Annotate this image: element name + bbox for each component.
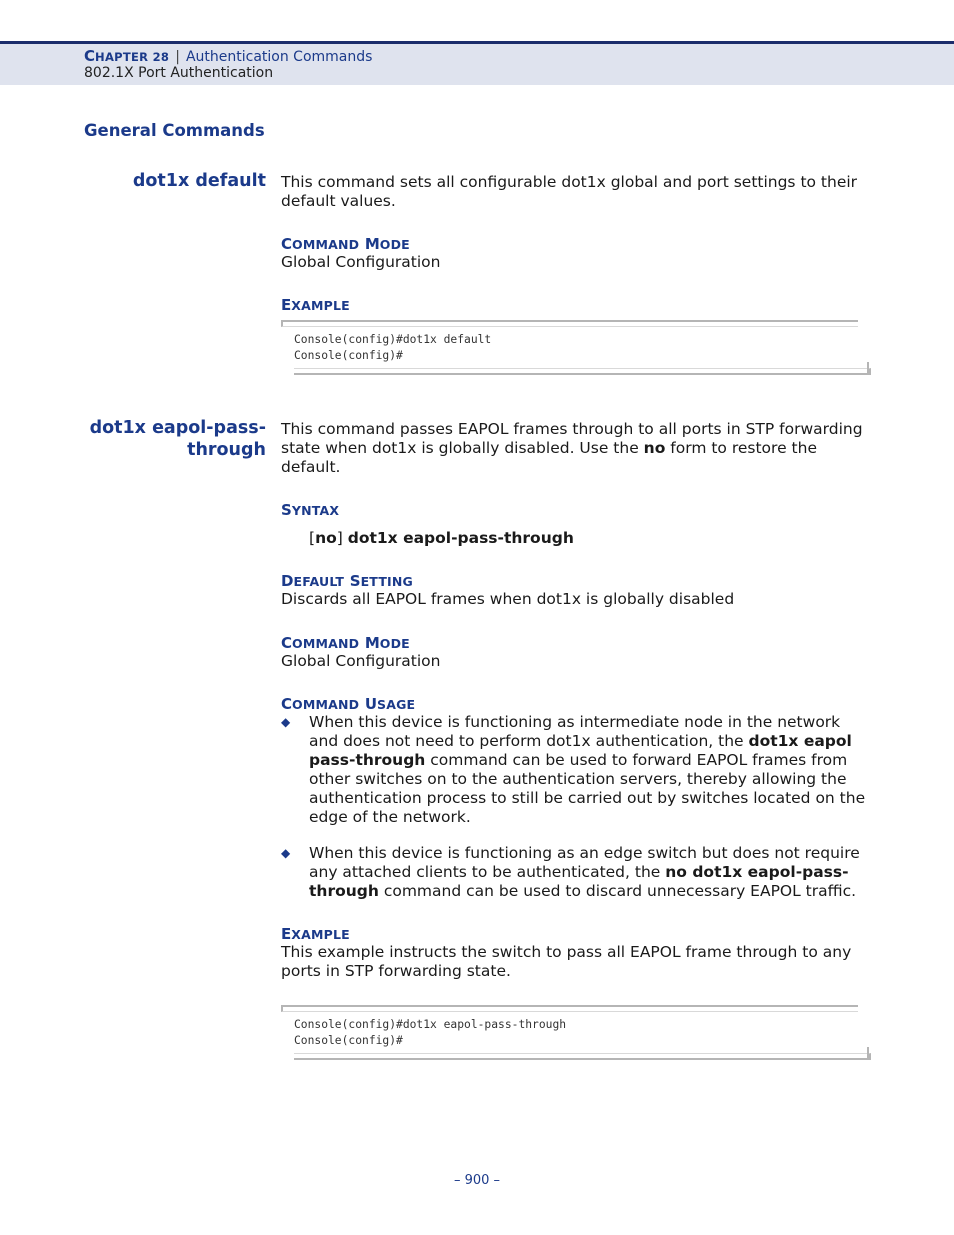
cmd2-syntax: [no] dot1x eapol-pass-through [309, 529, 574, 547]
code-top-rule [281, 320, 858, 327]
cmd2-mode-value: Global Configuration [281, 652, 441, 670]
cmd2-usage-heading: COMMAND USAGE [281, 695, 416, 713]
chapter-title: Authentication Commands [185, 49, 373, 65]
code-line: Console(config)# [294, 1033, 403, 1047]
cmd2-mode-heading: COMMAND MODE [281, 634, 410, 652]
cmd2-title-line2: through [187, 440, 266, 460]
header-separator: | [175, 49, 180, 65]
code-bottom-rule [294, 368, 871, 375]
chapter-heading [84, 47, 372, 65]
code-top-rule [281, 1005, 858, 1012]
cmd2-syntax-heading: SYNTAX [281, 501, 340, 519]
cmd1-description: This command sets all configurable dot1x global and port settings to their default values. [281, 173, 858, 210]
running-header [0, 41, 954, 85]
cmd1-example-heading: EXAMPLE [281, 296, 350, 314]
cmd2-default-value: Discards all EAPOL frames when dot1x is globally disabled [281, 590, 735, 608]
chapter-number: HAPTER 28 [95, 50, 170, 64]
bullet-icon: ◆ [281, 846, 291, 860]
cmd1-mode-heading: COMMAND MODE [281, 235, 410, 253]
cmd2-code-block [281, 1005, 869, 1059]
page-number: – 900 – [453, 1173, 501, 1188]
cmd1-code-block [281, 320, 869, 374]
cmd2-example-text: This example instructs the switch to pass all EAPOL frame through to any ports in STP forwarding state. [281, 943, 852, 980]
cmd2-usage-bullet-2: When this device is functioning as an edge switch but does not require any attached clients to be authenticated, the no dot1x eapol-pass-through command can be used to discard unnecessary EAPOL traffic. [309, 844, 860, 900]
code-line: Console(config)#dot1x default [294, 333, 492, 346]
cmd1-title: dot1x default [132, 171, 266, 191]
chapter-subtitle: 802.1X Port Authentication [84, 65, 274, 81]
section-title: General Commands [84, 121, 265, 140]
chapter-cap: C [84, 47, 96, 65]
code-line: Console(config)# [294, 348, 403, 362]
cmd2-title-line1: dot1x eapol-pass- [89, 418, 266, 438]
cmd2-usage-bullet-1: When this device is functioning as intermediate node in the network and does not need to perform dot1x authentication, the dot1x eapol pass-through command can be used to forward EAPOL frames from other switches on to the authentication servers, thereby allowing the authentication process to still be carried out by switches located on the edge of the network. [309, 713, 866, 826]
code-bottom-rule [294, 1053, 871, 1060]
cmd1-code-lines [294, 332, 491, 363]
cmd2-code-lines [294, 1017, 566, 1048]
bullet-icon: ◆ [281, 715, 291, 729]
cmd2-description: This command passes EAPOL frames through to all ports in STP forwarding state when dot1x is globally disabled. Use the no form to restore the default. [281, 420, 863, 476]
cmd2-default-heading: DEFAULT SETTING [281, 572, 414, 590]
code-corner [867, 1047, 869, 1058]
code-corner [867, 362, 869, 373]
cmd2-example-heading: EXAMPLE [281, 925, 350, 943]
cmd1-mode-value: Global Configuration [281, 253, 441, 271]
cmd2-title [90, 417, 266, 461]
code-line: Console(config)#dot1x eapol-pass-through [294, 1018, 567, 1031]
